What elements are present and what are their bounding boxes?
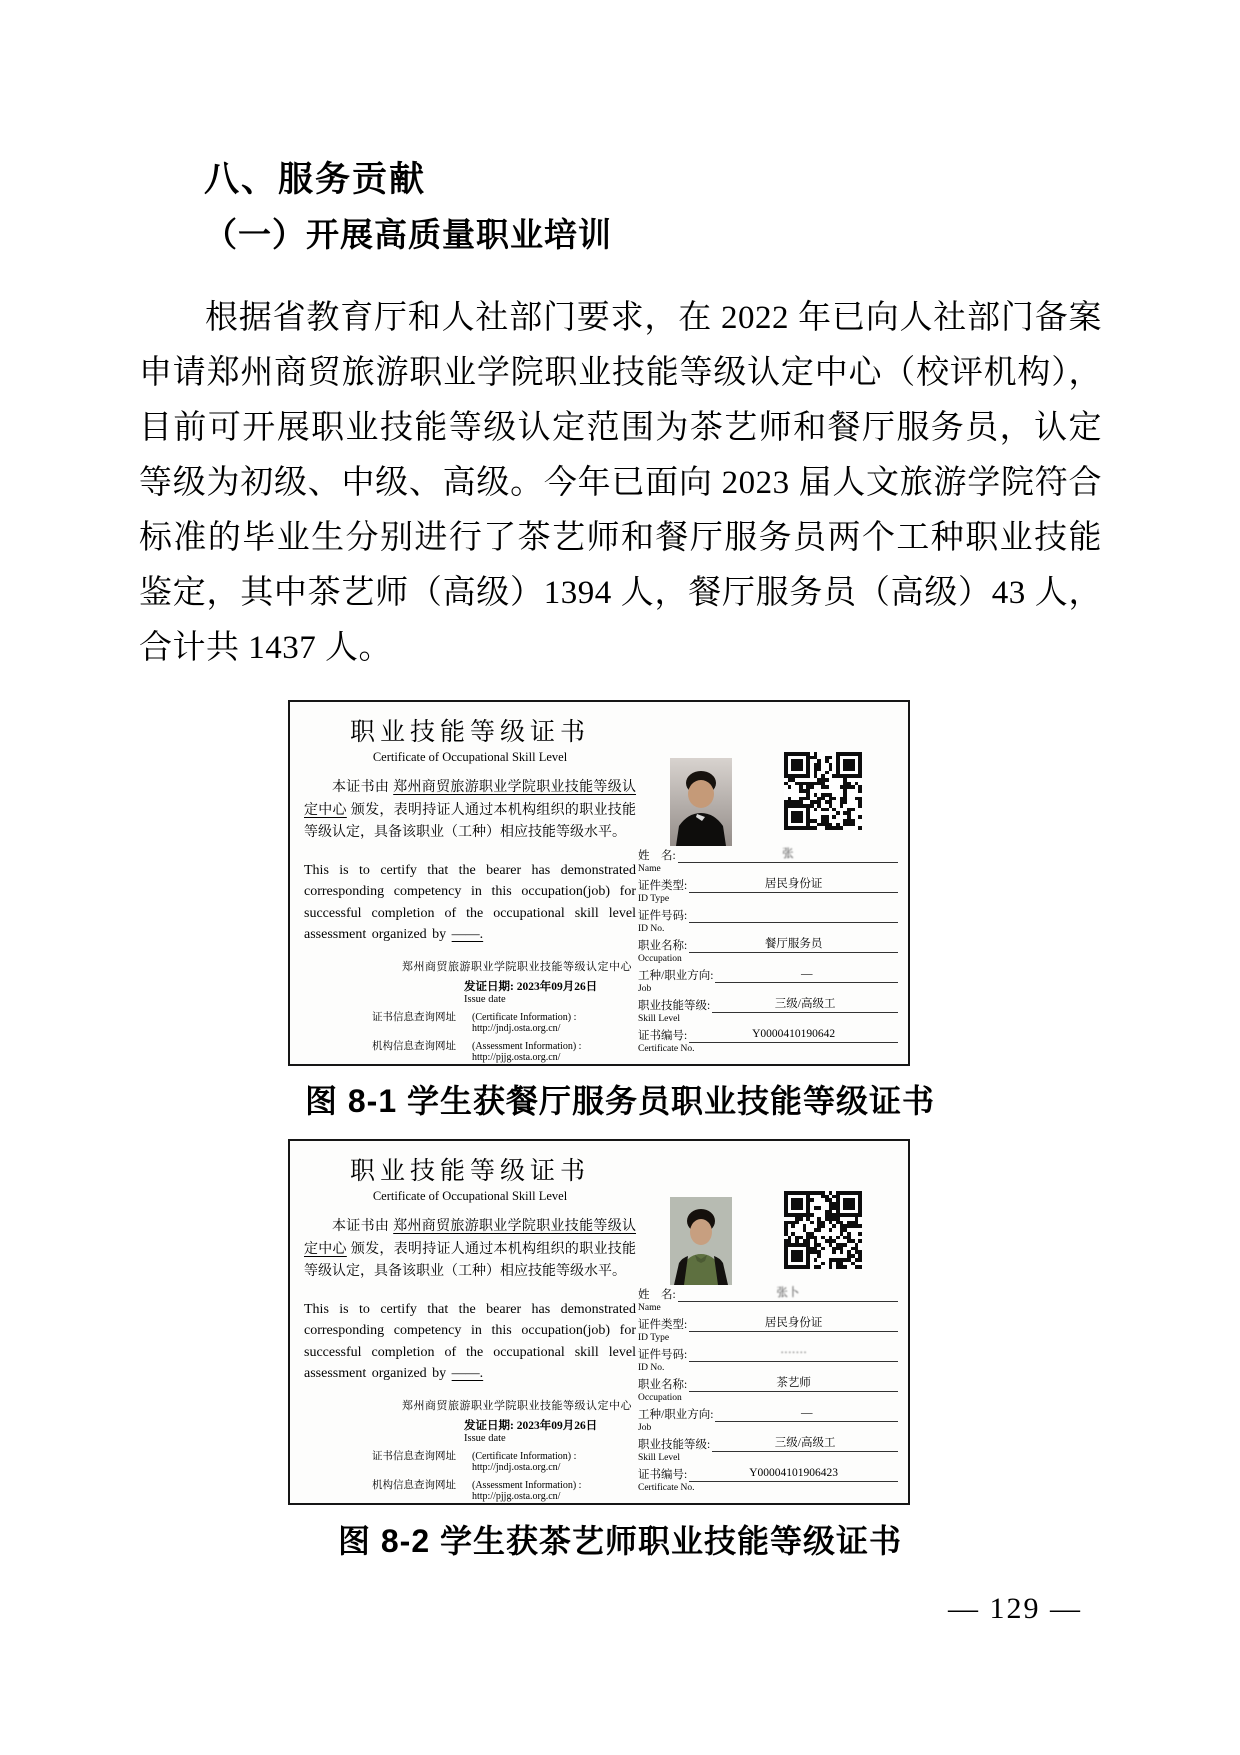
field-underline xyxy=(689,1027,898,1043)
field-label-zh: 姓 名: xyxy=(638,1289,676,1301)
field-underline xyxy=(689,877,898,893)
org-info-row xyxy=(318,1477,650,1502)
certificate-field-row xyxy=(638,878,898,905)
cert-info-url: (Certificate Information) : http://jndj.osta.org.cn/ xyxy=(472,1451,577,1473)
field-label-zh: 证件号码: xyxy=(638,910,688,922)
field-label-zh: 职业名称: xyxy=(638,1379,688,1391)
field-value: 张卜 xyxy=(776,1287,800,1299)
field-label-zh: 证书编号: xyxy=(638,1030,688,1042)
body-zh-prefix: 本证书由 xyxy=(332,780,390,795)
org-info-row xyxy=(318,1038,650,1063)
field-label-en: ID No. xyxy=(638,924,665,934)
certificate-title: 职业技能等级证书 xyxy=(349,719,590,746)
issuing-org-name: 郑州商贸旅游职业学院职业技能等级认定中心 xyxy=(402,1400,632,1412)
field-underline xyxy=(678,1286,898,1302)
field-underline xyxy=(689,907,898,923)
field-value: Y0000410190642 xyxy=(752,1028,836,1040)
body-en-blank: ——. xyxy=(451,927,484,942)
figure-caption-2: 图 8-2 学生获茶艺师职业技能等级证书 xyxy=(337,1523,903,1559)
certificate-field-row xyxy=(638,1028,898,1055)
body-en-text: This is to certify that the bearer has demonstrated corresponding competency in this occupation(job) for successful completion of the occupational skill level assessment organized by xyxy=(304,862,636,942)
field-underline xyxy=(715,967,898,983)
field-label-zh: 姓 名: xyxy=(638,850,676,862)
field-underline xyxy=(689,1466,898,1482)
field-label-zh: 工种/职业方向: xyxy=(638,970,714,982)
field-label-en: Skill Level xyxy=(638,1453,680,1463)
field-label-en: Name xyxy=(638,1303,661,1313)
cert-info-label: 证书信息查询网址 xyxy=(372,1451,456,1462)
field-label-zh: 工种/职业方向: xyxy=(638,1409,714,1421)
body-paragraph: 根据省教育厅和人社部门要求，在 2022 年已向人社部门备案申请郑州商贸旅游职业学院职业技能等级认定中心（校评机构），目前可开展职业技能等级认定范围为茶艺师和餐厅服务员，认定等级为初级、中级、高级。今年已面向 2023 届人文旅游学院符合标准的毕业生分别进行了茶艺师和餐厅服务员两个工种职业技能鉴定，其中茶艺师（高级）1394 人，餐厅服务员（高级）43 人，合计共 1437 人。 xyxy=(139,300,1102,666)
certificate-field-row xyxy=(638,1437,898,1464)
certificate-left-column xyxy=(304,1145,637,1502)
certificate-subtitle: Certificate of Occupational Skill Level xyxy=(372,1189,568,1203)
figure-caption-1: 图 8-1 学生获餐厅服务员职业技能等级证书 xyxy=(304,1083,936,1119)
body-en-blank: ——. xyxy=(451,1366,484,1381)
field-value: 张 xyxy=(782,848,794,860)
issuing-org-inline: 郑州商贸旅游职业学院职业技能等级认定中心 xyxy=(304,780,637,818)
certificate-image-1 xyxy=(288,700,910,1066)
org-info-label: 机构信息查询网址 xyxy=(372,1480,456,1491)
field-value: 茶艺师 xyxy=(776,1377,811,1389)
field-label-en: Skill Level xyxy=(638,1014,680,1024)
field-underline xyxy=(689,937,898,953)
certificate-fields xyxy=(638,848,898,1058)
field-underline xyxy=(678,847,898,863)
qr-code-icon xyxy=(784,1191,862,1269)
section-heading: 八、服务贡献 xyxy=(204,160,427,199)
field-label-en: Occupation xyxy=(638,1393,682,1403)
certificate-subtitle: Certificate of Occupational Skill Level xyxy=(372,750,568,764)
certificate-info-row xyxy=(318,1448,650,1473)
body-zh-suffix: 颁发，表明持证人通过本机构组织的职业技能等级认定，具备该职业（工种）相应技能等级水平。 xyxy=(304,802,637,840)
field-label-en: ID Type xyxy=(638,1333,670,1343)
certificate-info-row xyxy=(318,1009,650,1034)
field-label-en: Occupation xyxy=(638,954,682,964)
field-label-zh: 职业名称: xyxy=(638,940,688,952)
field-underline xyxy=(689,1346,898,1362)
body-zh-prefix: 本证书由 xyxy=(332,1219,390,1234)
certificate-image-2 xyxy=(288,1139,910,1505)
field-value: 居民身份证 xyxy=(764,878,823,890)
page-number: — 129 — xyxy=(948,1592,1082,1625)
field-value: 餐厅服务员 xyxy=(764,938,823,950)
field-underline xyxy=(689,1316,898,1332)
issue-date-en: Issue date xyxy=(464,994,506,1005)
certificate-body-zh xyxy=(304,777,636,845)
certificate-field-row xyxy=(638,848,898,875)
certificate-title: 职业技能等级证书 xyxy=(349,1158,590,1185)
certificate-field-row xyxy=(638,998,898,1025)
certificate-field-row xyxy=(638,1377,898,1404)
certificate-footer xyxy=(318,958,650,1063)
field-label-zh: 证件类型: xyxy=(638,1319,688,1331)
body-en-text: This is to certify that the bearer has demonstrated corresponding competency in this occupation(job) for successful completion of the occupational skill level assessment organized by xyxy=(304,1301,636,1381)
field-value: 三级/高级工 xyxy=(774,998,836,1010)
org-info-url: (Assessment Information) : http://pjjg.osta.org.cn/ xyxy=(472,1480,582,1502)
certificate-field-row xyxy=(638,1317,898,1344)
certificate-field-row xyxy=(638,1287,898,1314)
certificate-field-row xyxy=(638,908,898,935)
field-label-en: Name xyxy=(638,864,661,874)
student-photo xyxy=(670,1197,732,1285)
issuing-org-inline: 郑州商贸旅游职业学院职业技能等级认定中心 xyxy=(304,1219,637,1257)
subsection-heading: （一）开展高质量职业培训 xyxy=(204,216,612,253)
issue-date-en: Issue date xyxy=(464,1433,506,1444)
certificate-footer xyxy=(318,1397,650,1502)
certificate-field-row xyxy=(638,1407,898,1434)
cert-info-url: (Certificate Information) : http://jndj.osta.org.cn/ xyxy=(472,1012,577,1034)
body-zh-suffix: 颁发，表明持证人通过本机构组织的职业技能等级认定，具备该职业（工种）相应技能等级水平。 xyxy=(304,1241,637,1279)
cert-info-label: 证书信息查询网址 xyxy=(372,1012,456,1023)
certificate-body-zh xyxy=(304,1216,636,1284)
qr-code-icon xyxy=(784,752,862,830)
field-value: 居民身份证 xyxy=(764,1317,823,1329)
certificate-field-row xyxy=(638,1467,898,1494)
field-value: ······· xyxy=(780,1347,807,1359)
certificate-field-row xyxy=(638,968,898,995)
field-label-en: Certificate No. xyxy=(638,1044,695,1054)
certificate-body-en xyxy=(304,860,636,946)
field-label-en: ID No. xyxy=(638,1363,665,1373)
certificate-field-row xyxy=(638,938,898,965)
field-label-en: Job xyxy=(638,984,652,994)
field-value: — xyxy=(800,968,813,980)
certificate-field-row xyxy=(638,1347,898,1374)
org-info-label: 机构信息查询网址 xyxy=(372,1041,456,1052)
issuing-org-name: 郑州商贸旅游职业学院职业技能等级认定中心 xyxy=(402,961,632,973)
field-label-zh: 职业技能等级: xyxy=(638,1000,711,1012)
org-info-url: (Assessment Information) : http://pjjg.osta.org.cn/ xyxy=(472,1041,582,1063)
field-value: 三级/高级工 xyxy=(774,1437,836,1449)
field-value: Y00004101906423 xyxy=(749,1467,838,1479)
field-label-zh: 职业技能等级: xyxy=(638,1439,711,1451)
issue-date: 发证日期: 2023年09月26日 xyxy=(464,1420,598,1432)
field-label-en: Certificate No. xyxy=(638,1483,695,1493)
field-value: — xyxy=(800,1407,813,1419)
certificate-body-en xyxy=(304,1299,636,1385)
certificate-fields xyxy=(638,1287,898,1497)
field-label-en: ID Type xyxy=(638,894,670,904)
certificate-left-column xyxy=(304,706,637,1063)
field-underline xyxy=(689,1376,898,1392)
field-underline xyxy=(712,997,898,1013)
field-label-zh: 证件类型: xyxy=(638,880,688,892)
student-photo xyxy=(670,758,732,846)
field-label-zh: 证件号码: xyxy=(638,1349,688,1361)
field-underline xyxy=(712,1436,898,1452)
issue-date: 发证日期: 2023年09月26日 xyxy=(464,981,598,993)
field-underline xyxy=(715,1406,898,1422)
field-label-en: Job xyxy=(638,1423,652,1433)
field-label-zh: 证书编号: xyxy=(638,1469,688,1481)
